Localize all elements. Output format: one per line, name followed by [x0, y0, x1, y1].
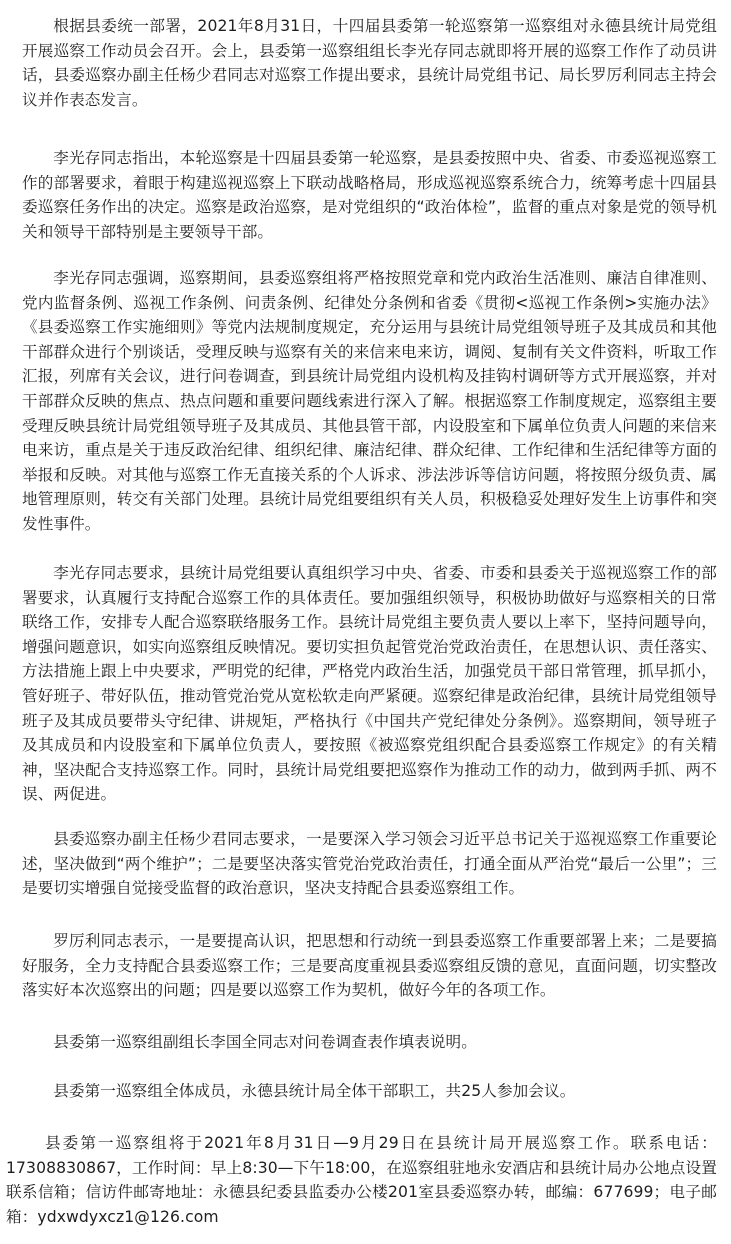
paragraph-questionnaire-note: 县委第一巡察组副组长李国全同志对问卷调查表作填表说明。 [53, 1033, 477, 1051]
paragraph-contact-info: 县委第一巡察组将于2021年8月31日—9月29日在县统计局开展巡察工作。联系电话：17308830867，工作时间：早上8:30—下午18:00，在巡察组驻地永安酒店和县统计局办公地点设置联系信箱；信访件邮寄地址：永德县纪委县监委办公楼201室县委巡察办转，邮编：677699；电子邮箱：ydxwdyxcz1@126.com [6, 1134, 717, 1226]
paragraph-party-requirements: 李光存同志要求，县统计局党组要认真组织学习中央、省委、市委和县委关于巡视巡察工作的部署要求，认真履行支持配合巡察工作的具体责任。要加强组织领导，积极协助做好与巡察相关的日常联络工作，安排专人配合巡察联络服务工作。县统计局党组主要负责人要以上率下，坚持问题导向，增强问题意识，如实向巡察组反映情况。要切实担负起管党治党政治责任，在思想认识、责任落实、方法措施上跟上中央要求，严明党的纪律，严格党内政治生活，加强党员干部日常管理，抓早抓小，管好班子、带好队伍，推动管党治党从宽松软走向严紧硬。巡察纪律是政治纪律，县统计局党组领导班子及其成员要带头守纪律、讲规矩，严格执行《中国共产党纪律处分条例》。巡察期间，领导班子及其成员和内设股室和下属单位负责人，要按照《被巡察党组织配合县委巡察工作规定》的有关精神，坚决配合支持巡察工作。同时，县统计局党组要把巡察作为推动工作的动力，做到两手抓、两不误、两促进。 [22, 564, 717, 804]
paragraph-luo-statement: 罗厉利同志表示，一是要提高认识，把思想和行动统一到县委巡察工作重要部署上来；二是要搞好服务，全力支持配合县委巡察工作；三是要高度重视县委巡察组反馈的意见，直面问题，切实整改落实好本次巡察出的问题；四是要以巡察工作为契机，做好今年的各项工作。 [22, 932, 717, 1000]
paragraph-inspection-purpose: 李光存同志指出，本轮巡察是十四届县委第一轮巡察，是县委按照中央、省委、市委巡视巡察工作的部署要求，着眼于构建巡视巡察上下联动战略格局，形成巡视巡察系统合力，统筹考虑十四届县委巡察任务作出的决定。巡察是政治巡察，是对党组织的“政治体检”，监督的重点对象是党的领导机关和领导干部特别是主要领导干部。 [22, 149, 717, 241]
paragraph-inspection-methods: 李光存同志强调，巡察期间，县委巡察组将严格按照党章和党内政治生活准则、廉洁自律准则、党内监督条例、巡视工作条例、问责条例、纪律处分条例和省委《贯彻<巡视工作条例>实施办法》《县委巡察工作实施细则》等党内法规制度规定，充分运用与县统计局党组领导班子及其成员和其他干部群众进行个别谈话，受理反映与巡察有关的来信来电来访，调阅、复制有关文件资料，听取工作汇报，列席有关会议，进行问卷调查，到县统计局党组内设机构及挂钩村调研等方式开展巡察，并对干部群众反映的焦点、热点问题和重要问题线索进行深入了解。根据巡察工作制度规定，巡察组主要受理反映县统计局党组领导班子及其成员、其他县管干部，内设股室和下属单位负责人问题的来信来电来访，重点是关于违反政治纪律、组织纪律、廉洁纪律、群众纪律、工作纪律和生活纪律等方面的举报和反映。对其他与巡察工作无直接关系的个人诉求、涉法涉诉等信访问题，将按照分级负责、属地管理原则，转交有关部门处理。县统计局党组要组织有关人员，积极稳妥处理好发生上访事件和突发性事件。 [22, 269, 717, 533]
paragraph-meeting-overview: 根据县委统一部署，2021年8月31日，十四届县委第一轮巡察第一巡察组对永德县统计局党组开展巡察工作动员会召开。会上，县委第一巡察组组长李光存同志就即将开展的巡察工作作了动员讲话，县委巡察办副主任杨少君同志对巡察工作提出要求，县统计局党组书记、局长罗厉利同志主持会议并作表态发言。 [22, 17, 717, 109]
paragraph-yang-requirements: 县委巡察办副主任杨少君同志要求，一是要深入学习领会习近平总书记关于巡视巡察工作重要论述，坚决做到“两个维护”；二是要坚决落实管党治党政治责任，打通全面从严治党“最后一公里”；三是要切实增强自觉接受监督的政治意识，坚决支持配合县委巡察组工作。 [22, 830, 717, 898]
paragraph-attendance: 县委第一巡察组全体成员，永德县统计局全体干部职工，共25人参加会议。 [53, 1082, 576, 1100]
